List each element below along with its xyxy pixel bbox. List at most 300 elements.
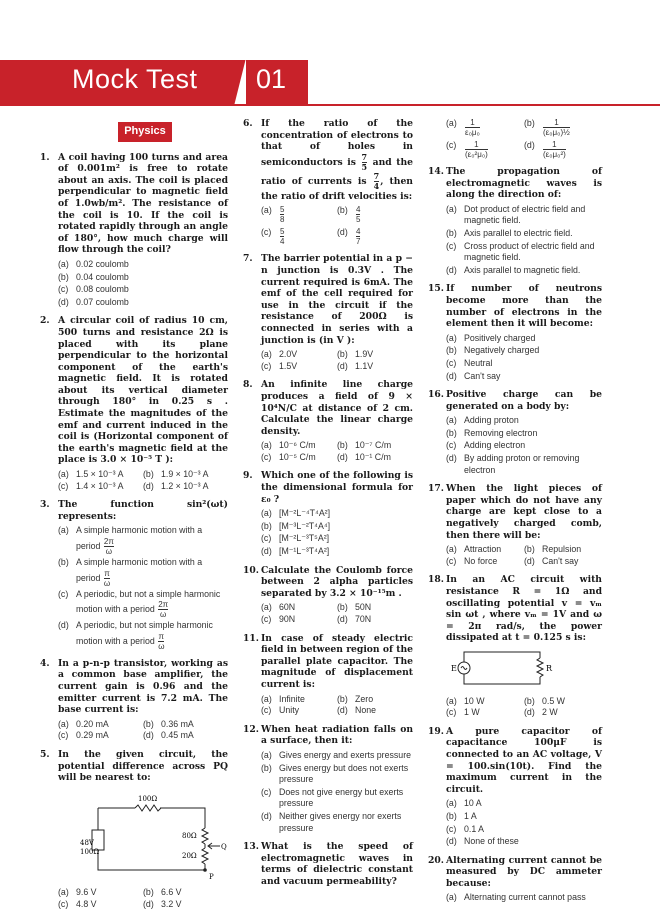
option[interactable] (261, 546, 413, 558)
option-label: (c) (446, 240, 457, 251)
options-8 (261, 440, 413, 463)
option-text: Neither gives energy nor exerts pressure (279, 810, 402, 833)
question-number: 17. (428, 483, 444, 495)
option[interactable] (58, 259, 228, 271)
option[interactable] (446, 265, 602, 277)
fraction (356, 205, 360, 224)
denominator: 5 (361, 161, 368, 172)
numerator: 7 (361, 151, 368, 162)
option[interactable] (261, 811, 413, 834)
options-18 (446, 696, 602, 719)
denominator: (ε₀μ₀²) (543, 150, 566, 159)
option[interactable] (261, 614, 337, 626)
question-number: 4. (40, 657, 50, 669)
question-text: An infinite line charge produces a field of 9 × 10⁴N/C at distance of 2 cm. Calculate the linear charge density. (261, 379, 413, 437)
question-text (261, 118, 413, 202)
question-number: 9. (243, 470, 253, 482)
option-label: (b) (337, 205, 348, 216)
question-text: Calculate the Coulomb force between 2 alpha particles separated by 3.2 × 10⁻¹⁵m . (261, 564, 413, 599)
option-label: (d) (446, 264, 457, 275)
numerator: π (104, 568, 110, 578)
question-number: 10. (243, 564, 259, 576)
option-text: Cross product of electric field and magnetic field. (464, 240, 595, 263)
option-label: (b) (58, 271, 69, 282)
denominator: ω (105, 547, 113, 556)
question-number: 5. (40, 748, 50, 760)
option-text: Attraction (464, 544, 502, 555)
option[interactable] (337, 452, 413, 464)
option-label: (a) (261, 205, 272, 216)
option-text: 3.2 V (161, 898, 182, 909)
question-text: The propagation of electromagnetic waves is along the direction of: (446, 166, 602, 201)
option-label: (c) (446, 440, 457, 451)
option[interactable] (261, 533, 413, 545)
page-title: Mock Test (72, 64, 198, 94)
numerator: 5 (280, 205, 285, 215)
column-1 (40, 118, 228, 918)
fraction (158, 632, 164, 651)
option[interactable] (446, 556, 524, 568)
option[interactable] (524, 140, 602, 159)
question-18 (428, 574, 602, 644)
fraction (374, 172, 380, 191)
column-2 (243, 118, 413, 890)
options-20 (446, 892, 602, 904)
option[interactable] (58, 272, 228, 284)
option-text: [M⁻³L⁻²T⁴A⁴] (279, 520, 331, 531)
wire (464, 652, 540, 662)
option[interactable] (446, 707, 524, 719)
question-number: 11. (243, 632, 259, 644)
option[interactable] (524, 707, 602, 719)
label-resistor: R (546, 663, 553, 673)
label-source: E (451, 663, 457, 673)
option-label: (a) (261, 440, 272, 451)
option-label: (b) (337, 349, 348, 360)
option[interactable] (58, 620, 228, 651)
question-number: 2. (40, 315, 50, 327)
option-text: 0.04 coulomb (76, 271, 129, 282)
numerator: 2π (103, 537, 114, 546)
option-text: 0.08 coulomb (76, 284, 129, 295)
option-label: (b) (143, 469, 154, 480)
option-text: 10⁻⁶ C/m (279, 440, 316, 451)
header-divider (0, 104, 660, 106)
option-label: (d) (524, 707, 535, 718)
option-text: A simple harmonic motion with a period (76, 525, 203, 551)
option[interactable] (58, 557, 228, 588)
option[interactable] (446, 118, 524, 137)
option[interactable] (337, 440, 413, 452)
option[interactable] (58, 589, 228, 620)
option-label: (d) (143, 730, 154, 741)
wire (160, 808, 205, 828)
option[interactable] (446, 696, 524, 708)
option[interactable] (446, 544, 524, 556)
option-label: (a) (58, 469, 69, 480)
fraction (465, 140, 488, 159)
option-label: (a) (261, 749, 272, 760)
option-label: (c) (58, 898, 69, 909)
label-battery: 48V (80, 838, 94, 847)
numerator: 2π (158, 600, 169, 610)
option[interactable] (446, 811, 602, 823)
option[interactable] (337, 205, 413, 224)
option-text: Unity (279, 705, 300, 716)
denominator: ω (160, 610, 167, 620)
option-text: [M⁻²L⁻⁴T⁴A²] (279, 508, 331, 519)
option-text: Repulsion (542, 544, 582, 555)
options-6 (261, 205, 413, 246)
option-text: 1.9 × 10⁻³ A (161, 469, 209, 480)
option-text: Axis parallel to magnetic field. (464, 264, 581, 275)
question-number: 8. (243, 379, 253, 391)
node-p (203, 868, 207, 872)
denominator: 4 (373, 180, 380, 191)
option[interactable] (446, 415, 602, 427)
option-label: (a) (261, 349, 272, 360)
denominator: 8 (280, 215, 285, 225)
option-text: A periodic, but not a simple harmonic motion with a period (76, 588, 221, 615)
option-text: 1.1V (355, 360, 374, 371)
denominator: 4 (280, 237, 285, 247)
denominator: (ε₀μ₀)½ (543, 128, 570, 137)
options-17 (446, 544, 602, 567)
option-text: By adding proton or removing electron (464, 453, 580, 475)
resistor-80 (202, 828, 208, 844)
option-label: (b) (143, 887, 154, 898)
option[interactable] (337, 349, 413, 361)
option-text: 0.20 mA (76, 718, 109, 729)
question-text: The barrier potential in a p − n junction is 0.3V . The current required is 6mA. The emf of the cell required for use in the circuit if the resistance of 200Ω is connected in series with a junction is (in V ): (261, 253, 413, 346)
option-label: (a) (446, 798, 457, 809)
options-12 (261, 750, 413, 834)
option[interactable] (58, 525, 228, 556)
option[interactable] (337, 614, 413, 626)
option[interactable] (446, 798, 602, 810)
option-label: (c) (58, 284, 69, 295)
question-3 (40, 499, 228, 522)
option[interactable] (261, 205, 337, 224)
options-10 (261, 602, 413, 625)
option-text: 0.45 mA (161, 730, 194, 741)
options-14 (446, 204, 602, 277)
option[interactable] (261, 694, 337, 706)
option[interactable] (446, 345, 602, 357)
option-label: (d) (337, 614, 348, 624)
option-text: 9.6 V (76, 887, 97, 898)
option[interactable] (261, 602, 337, 614)
option[interactable] (446, 371, 602, 383)
question-number: 19. (428, 725, 444, 737)
question-4 (40, 658, 228, 716)
option-text: Can't say (542, 555, 579, 566)
numerator: 1 (465, 118, 480, 128)
circuit-svg (80, 788, 230, 880)
option-label: (b) (261, 762, 272, 773)
option[interactable] (446, 824, 602, 836)
label-q: Q (221, 842, 227, 851)
question-number: 12. (243, 723, 259, 735)
option-label: (a) (446, 332, 457, 343)
options-19 (446, 798, 602, 847)
option-label: (b) (58, 557, 69, 567)
denominator: ε₀μ₀ (465, 128, 480, 137)
option-label: (d) (337, 227, 348, 238)
options-16 (446, 415, 602, 476)
option[interactable] (261, 787, 413, 810)
option-label: (a) (446, 695, 457, 706)
denominator: (ε₀²μ₀) (465, 150, 488, 159)
question-text: In an AC circuit with resistance R = 1Ω and oscillating potential v = vₘ sin ωt , where vₘ = 1V and ω = 2π rad/s, the power dissipated at t = 0.125 s is: (446, 574, 602, 644)
option-text: 2 W (542, 707, 558, 718)
options-1 (58, 259, 228, 308)
option[interactable] (143, 481, 228, 493)
option[interactable] (337, 227, 413, 246)
option-text: Adding electron (464, 440, 526, 451)
fraction (543, 118, 570, 137)
option[interactable] (58, 481, 143, 493)
option[interactable] (524, 544, 602, 556)
option-text: [M⁻²L⁻³T⁵A²] (279, 533, 330, 544)
option[interactable] (337, 602, 413, 614)
option-label: (a) (446, 892, 457, 903)
option[interactable] (143, 899, 228, 911)
circuit-diagram-q5 (80, 788, 228, 884)
option-label: (d) (261, 546, 272, 557)
question-text: When heat radiation falls on a surface, then it: (261, 723, 413, 747)
option-label: (d) (143, 480, 154, 491)
option-text: Does not give energy but exerts pressure (279, 786, 404, 809)
option-label: (a) (58, 525, 69, 536)
option[interactable] (524, 118, 602, 137)
option-text: Infinite (279, 693, 305, 704)
question-2 (40, 315, 228, 466)
option-label: (c) (58, 480, 69, 491)
option[interactable] (261, 440, 337, 452)
question-text-part: , then the ratio of drift velocities is: (261, 175, 413, 202)
option[interactable] (261, 349, 337, 361)
question-number: 15. (428, 283, 444, 295)
option[interactable] (446, 241, 602, 264)
question-14 (428, 166, 602, 201)
option[interactable] (446, 140, 524, 159)
option-text: 1.2 × 10⁻³ A (161, 480, 209, 491)
option[interactable] (58, 899, 143, 911)
option[interactable] (58, 887, 143, 899)
question-number: 20. (428, 854, 444, 866)
option-text: 10⁻¹ C/m (355, 451, 391, 462)
option-label: (b) (261, 520, 272, 531)
question-text: The function sin²(ωt) represents: (58, 499, 228, 522)
option[interactable] (261, 750, 413, 762)
option-text: 90N (279, 614, 296, 624)
option[interactable] (58, 469, 143, 481)
question-17 (428, 483, 602, 541)
option-label: (a) (446, 203, 457, 214)
option[interactable] (337, 705, 413, 717)
question-12 (243, 724, 413, 747)
question-8 (243, 379, 413, 437)
question-text: If number of neutrons become more than the number of electrons in the element then it will become: (446, 283, 602, 330)
option-text: A simple harmonic motion with a period (76, 557, 203, 583)
option-text: Can't say (464, 370, 501, 381)
option-label: (c) (261, 786, 272, 797)
option[interactable] (446, 333, 602, 345)
option-text: No force (464, 555, 498, 566)
option-label: (d) (446, 370, 457, 381)
question-number: 1. (40, 151, 50, 163)
question-text: When the light pieces of paper which do not have any charge are kept close to a negatively charged comb, then there will be: (446, 483, 602, 541)
option-text: 0.29 mA (76, 730, 109, 741)
option[interactable] (261, 361, 337, 373)
option[interactable] (446, 892, 602, 904)
option-label: (a) (261, 602, 272, 613)
option-text: 10⁻⁵ C/m (279, 451, 316, 462)
option-label: (d) (143, 898, 154, 909)
question-text: A pure capacitor of capacitance 100μF is connected to an AC voltage, V = 100.sin(10t). Find the maximum current in the circuit. (446, 725, 602, 795)
option-text: 6.6 V (161, 887, 182, 898)
option-label: (b) (337, 602, 348, 613)
option-text: Gives energy but does not exerts pressure (279, 762, 409, 785)
option-label: (d) (446, 453, 457, 464)
question-number: 14. (428, 166, 444, 177)
option-text: Removing electron (464, 427, 538, 438)
numerator: 5 (280, 227, 285, 237)
option-text: Gives energy and exerts pressure (279, 749, 412, 760)
option[interactable] (143, 469, 228, 481)
question-text: A coil having 100 turns and area of 0.001m² is free to rotate about an axis. The coil is placed perpendicular to magnetic field of 1.0wb/m². The resistance of the coil is 10. If the coil is rotated rapidly through an angle of 180°, how much charge will flow through the coil? (58, 151, 228, 256)
option[interactable] (261, 227, 337, 246)
option-label: (b) (337, 693, 348, 704)
numerator: π (158, 631, 165, 641)
subject-badge: Physics (118, 122, 172, 142)
resistor (537, 658, 543, 677)
option-text: A periodic, but not simple harmonic motion with a period (76, 620, 213, 646)
option-label: (a) (446, 544, 457, 555)
option[interactable] (143, 730, 228, 742)
denominator: ω (158, 641, 165, 651)
option[interactable] (58, 719, 143, 731)
option[interactable] (446, 204, 602, 227)
fraction (280, 227, 284, 246)
option-text: 1.5V (279, 360, 298, 371)
option[interactable] (446, 440, 602, 452)
option-label: (d) (261, 810, 272, 821)
question-6 (243, 118, 413, 202)
ac-circuit-svg (450, 648, 560, 688)
option[interactable] (261, 763, 413, 786)
question-10 (243, 565, 413, 600)
numerator: 7 (373, 170, 380, 181)
label-r1: 80Ω (182, 831, 197, 840)
option[interactable] (446, 836, 602, 848)
option-label: (c) (58, 730, 69, 741)
option[interactable] (58, 730, 143, 742)
denominator: 5 (356, 215, 361, 225)
test-number: 01 (256, 64, 287, 94)
option-label: (c) (446, 823, 457, 834)
option-text: 10 W (464, 695, 485, 706)
option-text: 1.5 × 10⁻³ A (76, 469, 124, 480)
wire (464, 674, 540, 684)
numerator: 4 (356, 227, 361, 237)
option[interactable] (446, 228, 602, 240)
option-text: 60N (279, 602, 296, 613)
option-text: 50N (355, 602, 372, 613)
option[interactable] (143, 887, 228, 899)
numerator: 1 (543, 140, 566, 150)
option-text: 10 A (464, 798, 482, 809)
option-label: (d) (337, 360, 348, 371)
option-label: (c) (261, 533, 272, 544)
option-label: (d) (524, 555, 535, 566)
question-text: What is the speed of electromagnetic waves in terms of dielectric constant and vacuum permeability? (261, 841, 413, 887)
option[interactable] (446, 453, 602, 476)
option-text: None of these (464, 836, 519, 847)
question-text: A circular coil of radius 10 cm, 500 turns and resistance 2Ω is placed with its plane perpendicular to the horizontal component of the earth's magnetic field. It is rotated about its vertical diameter through 180° in 0.25 s . Estimate the magnitudes of the emf and current induced in the coil is (Horizontal component of the earth's magnetic field at the place is 3.0 × 10⁻⁵ T ): (58, 315, 228, 466)
option[interactable] (261, 705, 337, 717)
option[interactable] (261, 508, 413, 520)
options-11 (261, 694, 413, 717)
option-label: (d) (446, 836, 457, 847)
denominator: 7 (356, 237, 361, 247)
option-label: (b) (524, 695, 535, 706)
options-3 (58, 525, 228, 650)
circuit-diagram-q18 (450, 648, 602, 692)
option-label: (b) (446, 810, 457, 821)
column-3 (428, 118, 602, 911)
option[interactable] (337, 361, 413, 373)
question-13 (243, 841, 413, 887)
option-text: Positively charged (464, 332, 536, 343)
fraction (362, 153, 368, 172)
option-label: (b) (337, 440, 348, 451)
options-4 (58, 719, 228, 742)
option[interactable] (524, 696, 602, 708)
option-label: (a) (58, 718, 69, 729)
option-text: 1.4 × 10⁻³ A (76, 480, 124, 491)
option[interactable] (58, 284, 228, 296)
option[interactable] (446, 358, 602, 370)
option[interactable] (337, 694, 413, 706)
fraction (158, 600, 168, 619)
option[interactable] (524, 556, 602, 568)
option[interactable] (143, 719, 228, 731)
question-text: Alternating current cannot be measured by DC ammeter because: (446, 854, 602, 889)
option[interactable] (261, 452, 337, 464)
option-label: (c) (58, 588, 69, 599)
option-text: 4.8 V (76, 898, 97, 909)
question-number: 3. (40, 499, 50, 511)
question-20 (428, 855, 602, 890)
option-label: (c) (261, 614, 272, 624)
option-label: (d) (337, 451, 348, 462)
option-label: (b) (446, 227, 457, 238)
option-text: 0.02 coulomb (76, 258, 129, 269)
options-7 (261, 349, 413, 372)
option[interactable] (261, 521, 413, 533)
label-r-top: 100Ω (138, 794, 158, 803)
option-label: (c) (261, 705, 272, 716)
option-label: (d) (58, 296, 69, 307)
option-label: (c) (446, 707, 457, 718)
option[interactable] (58, 297, 228, 309)
question-15 (428, 283, 602, 329)
option-label: (a) (446, 118, 457, 128)
option-text: 10⁻⁷ C/m (355, 440, 392, 451)
option[interactable] (446, 428, 602, 440)
